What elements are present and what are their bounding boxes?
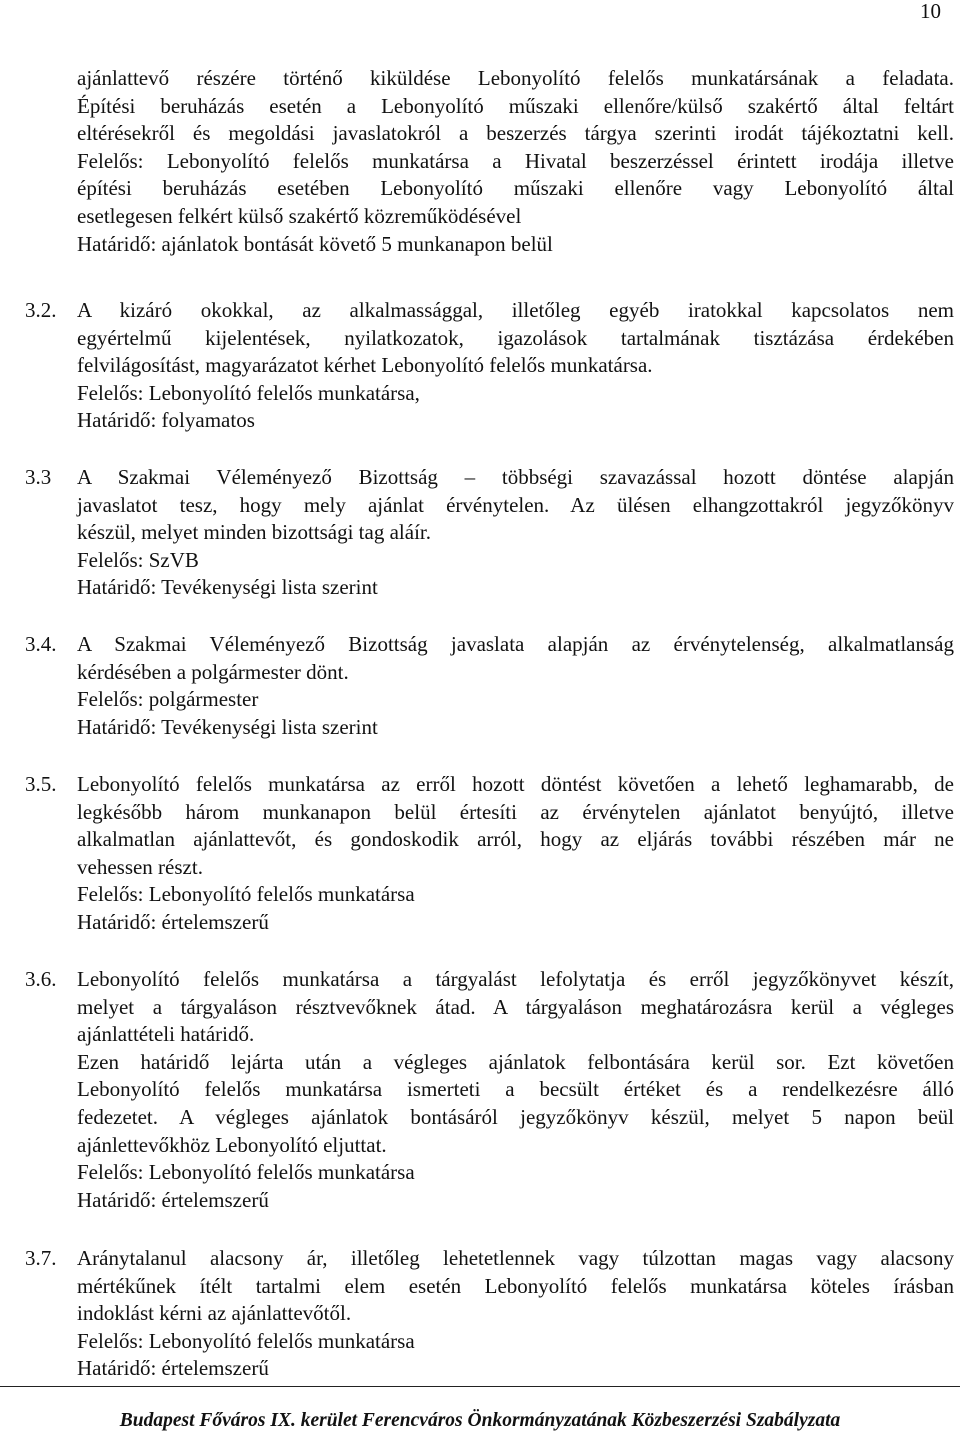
text-line: A kizáró okokkal, az alkalmassággal, illetőleg egyéb iratokkal kapcsolatos nem [77, 298, 954, 322]
text-line: ajánlettevőkhöz Lebonyolító eljuttat. [77, 1132, 387, 1157]
text-line: mértékűnek ítélt tartalmi elem esetén Lebonyolító felelős munkatársa köteles írásban [77, 1273, 954, 1298]
section-body [77, 297, 954, 435]
text-line: Ezen határidő lejárta után a végleges ajánlatok felbontására kerül sor. Ezt követően [77, 1049, 954, 1074]
deadline-line: Határidő: Tevékenységi lista szerint [77, 575, 378, 600]
text-line: kérdésében a polgármester dönt. [77, 659, 349, 684]
deadline-line: Határidő: folyamatos [77, 408, 255, 433]
deadline-line: Határidő: értelemszerű [77, 1356, 269, 1381]
section-number: 3.4. [25, 632, 57, 656]
text-line: eltérésekről és megoldási javaslatokról a beszerzés tárgya szerinti irodát tájékoztatni kell. [77, 121, 954, 146]
text-line: esetlegesen felkért külső szakértő közreműködésével [77, 203, 522, 228]
responsible-line: Felelős: Lebonyolító felelős munkatársa [77, 882, 415, 907]
section-number: 3.3 [25, 465, 52, 489]
deadline-line: Határidő: ajánlatok bontását követő 5 munkanapon belül [77, 231, 553, 256]
section-body [77, 631, 954, 741]
section-body [77, 966, 954, 1214]
responsible-line: Felelős: Lebonyolító felelős munkatársa [77, 1160, 415, 1185]
text-line: Építési beruházás esetén a Lebonyolító műszaki ellenőre/külső szakértő által feltárt [77, 93, 954, 118]
text-line: javaslatot tesz, hogy mely ajánlat érvénytelen. Az ülésen elhangzottakról jegyzőkönyv [77, 492, 954, 517]
text-line: felvilágosítást, magyarázatot kérhet Lebonyolító felelős munkatársa. [77, 353, 653, 378]
responsible-line: Felelős: Lebonyolító felelős munkatársa [77, 1328, 415, 1353]
intro-paragraph [77, 65, 954, 258]
text-line: melyet a tárgyaláson résztvevőknek átad. A tárgyaláson meghatározásra kerül a végleges [77, 994, 954, 1019]
section-number: 3.2. [25, 298, 57, 322]
deadline-line: Határidő: értelemszerű [77, 909, 269, 934]
responsible-line: Felelős: Lebonyolító felelős munkatársa, [77, 380, 420, 405]
text-line: vehessen részt. [77, 854, 203, 879]
page-number: 10 [920, 0, 941, 23]
section-body [77, 1245, 954, 1383]
text-line: Lebonyolító felelős munkatársa az erről hozott döntést követően a lehető leghamarabb, de [77, 772, 954, 796]
text-line: Felelős: Lebonyolító felelős munkatársa a Hivatal beszerzéssel érintett irodája illetve [77, 148, 954, 173]
text-line: ajánlattételi határidő. [77, 1022, 255, 1047]
footer-divider [0, 1386, 960, 1387]
deadline-line: Határidő: Tevékenységi lista szerint [77, 714, 378, 739]
text-line: indoklást kérni az ajánlattevőtől. [77, 1301, 352, 1326]
section-number: 3.5. [25, 772, 57, 796]
section-body [77, 464, 954, 602]
section-body [77, 771, 954, 937]
text-line: ajánlattevő részére történő kiküldése Lebonyolító felelős munkatársának a feladata. [77, 66, 954, 90]
text-line: Lebonyolító felelős munkatársa a tárgyalást lefolytatja és erről jegyzőkönyvet készít, [77, 967, 954, 991]
section-number: 3.6. [25, 967, 57, 991]
section-number: 3.7. [25, 1246, 57, 1270]
text-line: Lebonyolító felelős munkatársa ismerteti a becsült értéket és a rendelkezésre álló [77, 1077, 954, 1102]
text-line: A Szakmai Véleményező Bizottság – többségi szavazással hozott döntése alapján [77, 465, 954, 489]
text-line: építési beruházás esetében Lebonyolító műszaki ellenőre vagy Lebonyolító által [77, 176, 954, 201]
deadline-line: Határidő: értelemszerű [77, 1187, 269, 1212]
page-footer: Budapest Főváros IX. kerület Ferencváros Önkormányzatának Közbeszerzési Szabályzata [119, 1410, 841, 1431]
responsible-line: Felelős: SzVB [77, 547, 199, 572]
text-line: alkalmatlan ajánlattevőt, és gondoskodik arról, hogy az eljárás további részében már ne [77, 827, 954, 852]
text-line: készül, melyet minden bizottsági tag aláír. [77, 520, 431, 545]
text-line: egyértelmű kijelentések, nyilatkozatok, igazolások tartalmának tisztázása érdekében [77, 325, 954, 350]
text-line: A Szakmai Véleményező Bizottság javaslata alapján az érvénytelenség, alkalmatlanság [77, 632, 954, 656]
text-line: legkésőbb három munkanapon belül értesíti az érvénytelen ajánlatot benyújtó, illetve [77, 799, 954, 824]
text-line: fedezetet. A végleges ajánlatok bontásáról jegyzőkönyv készül, melyet 5 napon beül [77, 1104, 954, 1129]
responsible-line: Felelős: polgármester [77, 687, 259, 712]
text-line: Aránytalanul alacsony ár, illetőleg lehetetlennek vagy túlzottan magas vagy alacsony [77, 1246, 954, 1270]
